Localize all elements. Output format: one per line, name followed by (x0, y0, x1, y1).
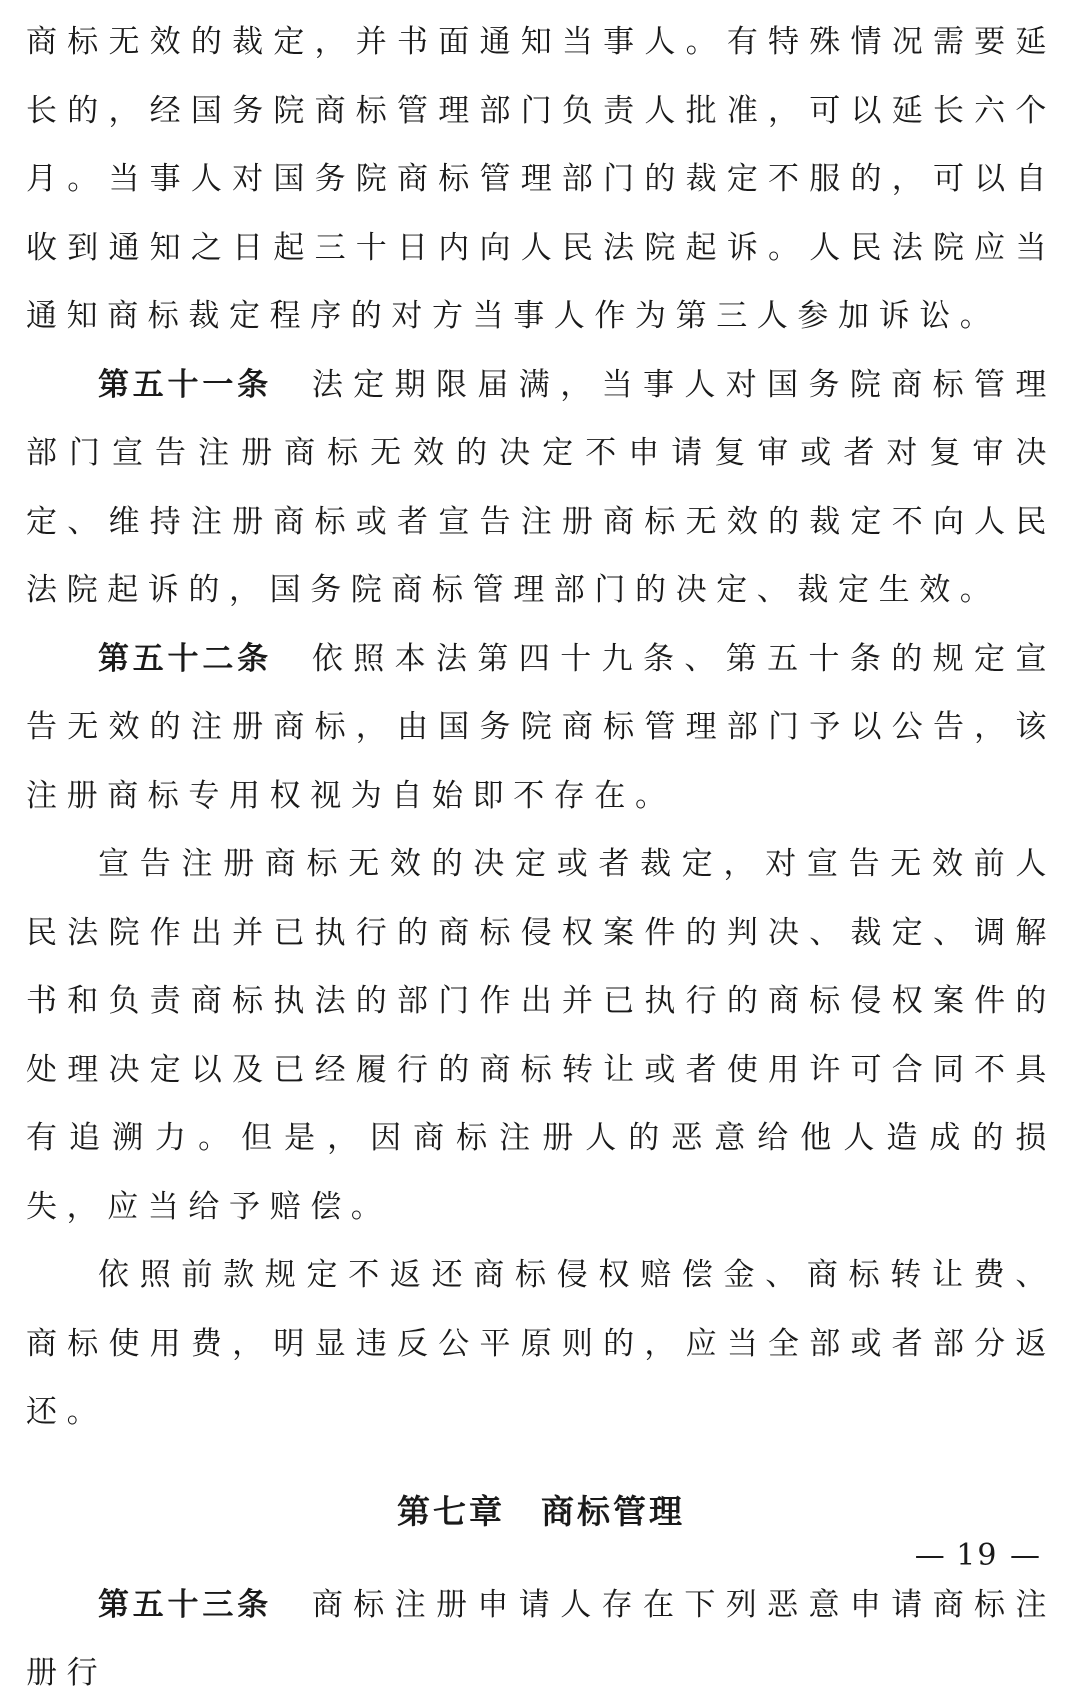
chapter-title: 商标管理 (541, 1491, 685, 1531)
page-number: 19 (956, 1538, 999, 1573)
paragraph-a50-continued (26, 8, 1056, 351)
article-number: 第五十一条 (98, 366, 272, 403)
chapter-number: 第七章 (397, 1491, 505, 1531)
paragraph-text: 依照前款规定不返还商标侵权赔偿金、商标转让费、商标使用费，明显违反公平原则的，应当全部或者部分返还。 (26, 1257, 1056, 1430)
paragraph-text: 宣告注册商标无效的决定或者裁定，对宣告无效前人民法院作出并已执行的商标侵权案件的判决、裁定、调解书和负责商标执法的部门作出并已执行的商标侵权案件的处理决定以及已经履行的商标转让或者使用许可合同不具有追溯力。但是，因商标注册人的恶意给他人造成的损失，应当给予赔偿。 (26, 846, 1056, 1225)
footer-dash-right: — (1010, 1538, 1040, 1573)
article-text: 商标注册申请人存在下列恶意申请商标注册行 (26, 1586, 1056, 1691)
article-51 (26, 351, 1056, 625)
document-page (26, 0, 1056, 1708)
article-number: 第五十二条 (98, 640, 272, 677)
article-52 (26, 625, 1056, 831)
article-53 (26, 1571, 1056, 1708)
article-52-paragraph-3 (26, 1241, 1056, 1447)
article-number: 第五十三条 (98, 1586, 272, 1623)
article-52-paragraph-2 (26, 830, 1056, 1241)
chapter-heading (26, 1477, 1056, 1547)
footer-dash-left: — (914, 1538, 945, 1573)
paragraph-text: 商标无效的裁定，并书面通知当事人。有特殊情况需要延长的，经国务院商标管理部门负责人批准，可以延长六个月。当事人对国务院商标管理部门的裁定不服的，可以自收到通知之日起三十日内向人民法院起诉。人民法院应当通知商标裁定程序的对方当事人作为第三人参加诉讼。 (26, 24, 1056, 334)
page-footer (915, 1538, 1040, 1573)
article-text: 依照本法第四十九条、第五十条的规定宣告无效的注册商标，由国务院商标管理部门予以公告，该注册商标专用权视为自始即不存在。 (26, 640, 1056, 814)
article-text: 法定期限届满，当事人对国务院商标管理部门宣告注册商标无效的决定不申请复审或者对复审决定、维持注册商标或者宣告注册商标无效的裁定不向人民法院起诉的，国务院商标管理部门的决定、裁定生效。 (26, 366, 1056, 608)
